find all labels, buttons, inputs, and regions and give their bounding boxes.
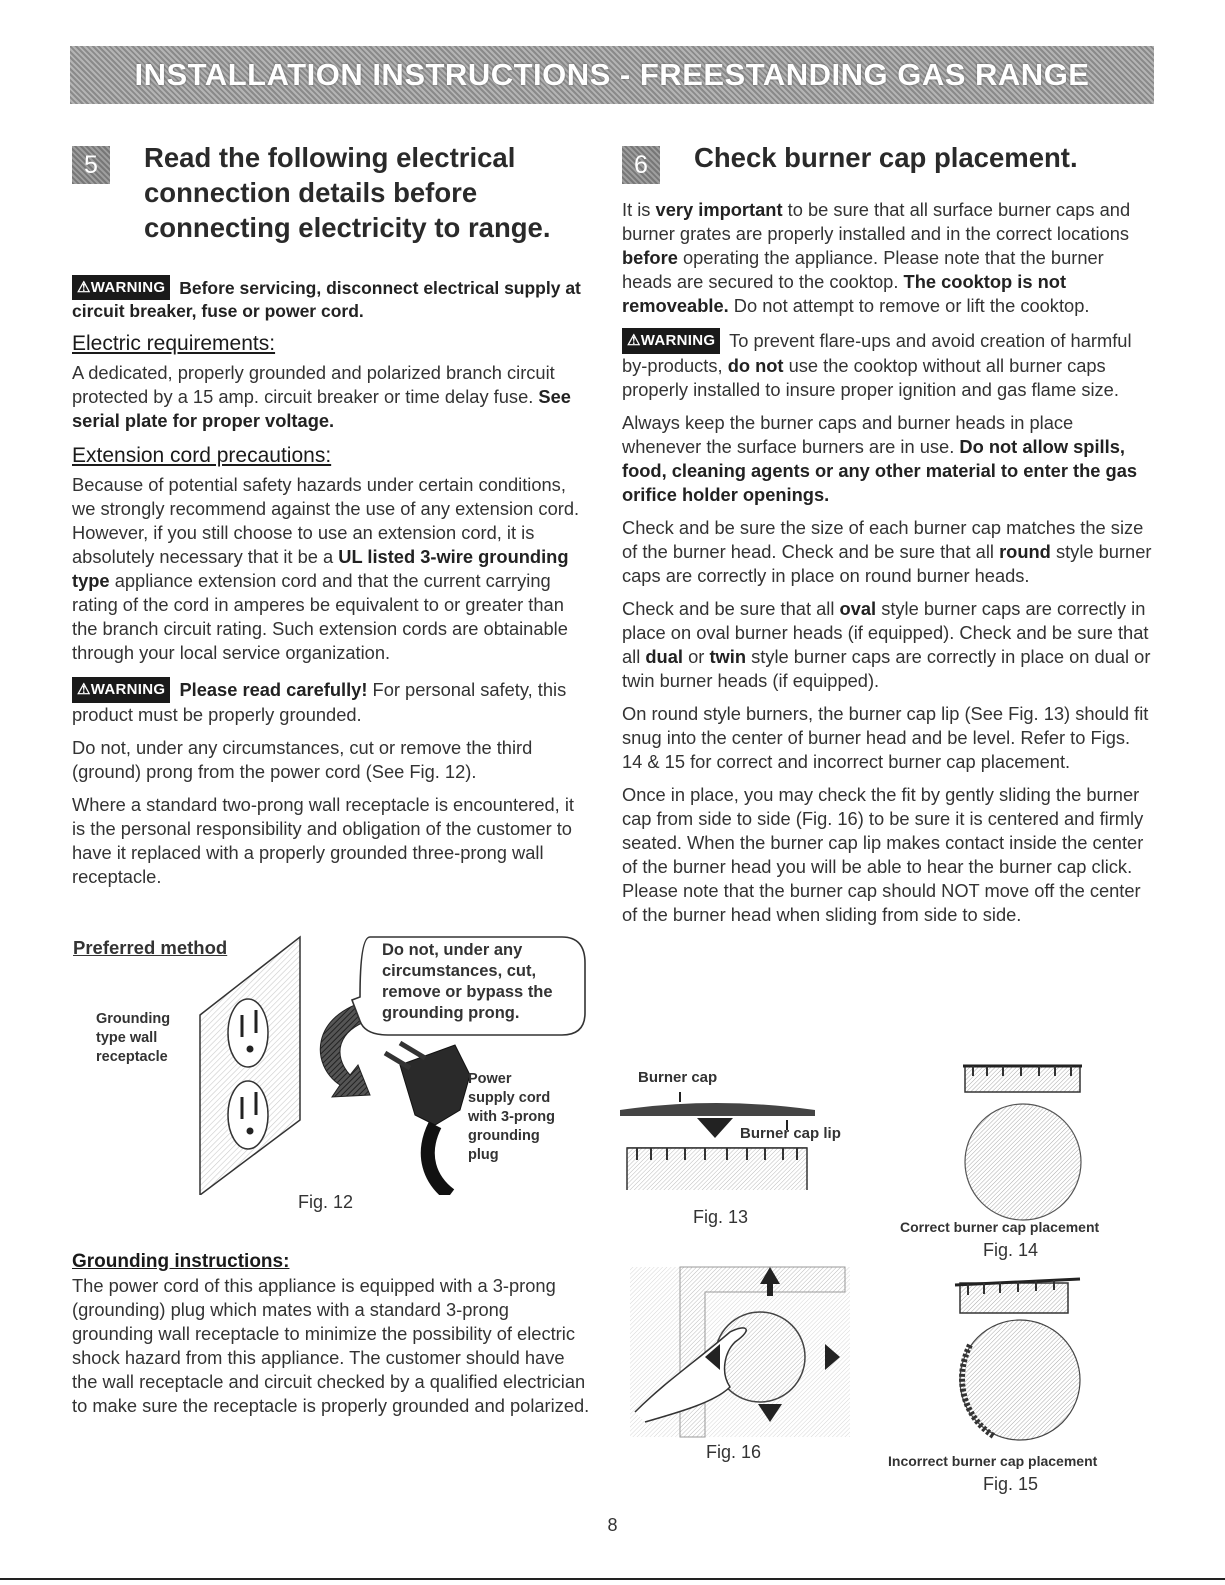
ext-text-a: Because of potential safety hazards under certain conditions, we strongly recommend against the use of any extension cord. However, if you still choose to use an extension cord, it is absolutely necessary that it be a bbox=[72, 474, 580, 567]
fig-14-caption: Fig. 14 bbox=[983, 1240, 1039, 1260]
ext-text-bold: UL listed 3-wire grounding type bbox=[72, 546, 569, 591]
round-lip-text: On round style burners, the burner cap lip (See Fig. 13) should fit snug into the center of burner head and be level. Refer to Figs. 14 & 15 for correct and incorrect burner cap placement. bbox=[622, 703, 1149, 772]
grounding-instructions-text: The power cord of this appliance is equipped with a 3-prong (grounding) plug which mates with a standard 3-prong grounding wall receptacle to minimize the possibility of electric shock hazard from this appliance. The customer should have the wall receptacle and circuit checked by a qualified electrician to make sure the receptacle is properly grounded and polarized. bbox=[72, 1275, 590, 1416]
figure-16-sliding-check bbox=[625, 1262, 855, 1447]
intro-e: Do not attempt to remove or lift the cooktop. bbox=[733, 295, 1090, 316]
warning-grounded bbox=[72, 677, 592, 727]
burner-cap-intro bbox=[622, 198, 1152, 318]
bubble-text: Do not, under any circumstances, cut, remove or bypass the grounding prong. bbox=[382, 941, 553, 1022]
step-6-title: Check burner cap placement. bbox=[694, 142, 1078, 173]
electric-requirements-heading: Electric requirements: bbox=[72, 332, 276, 355]
round-a: Check and be sure the size of each burner cap matches the size of the burner head. Check and be sure that all bbox=[622, 517, 1144, 562]
keep-caps-bold: Do not allow spills, food, cleaning agents or any other material to enter the gas orifice holder openings. bbox=[622, 436, 1138, 505]
warning-tag: ⚠WARNING bbox=[72, 275, 170, 300]
fig-13-caption: Fig. 13 bbox=[693, 1207, 749, 1227]
oval-c: or bbox=[688, 646, 705, 667]
intro-d: operating the appliance. Please note that the burner heads are secured to the cooktop. bbox=[622, 247, 1104, 292]
warning-disconnect bbox=[72, 275, 592, 323]
two-prong-text: Where a standard two-prong wall receptacle is encountered, it is the personal responsibility and obligation of the customer to have it replaced with a properly grounded three-prong wall receptacle. bbox=[72, 794, 574, 887]
receptacle-label: Grounding type wall receptacle bbox=[96, 1011, 171, 1065]
incorrect-placement-label: Incorrect burner cap placement bbox=[888, 1453, 1098, 1469]
cord-label: Power supply cord with 3-prong grounding plug bbox=[468, 1071, 555, 1163]
burner-cap-lip-label: Burner cap lip bbox=[740, 1125, 841, 1142]
fig-12-caption: Fig. 12 bbox=[298, 1192, 354, 1212]
fig-15-caption: Fig. 15 bbox=[983, 1474, 1039, 1494]
warn-b: use the cooktop without all burner caps properly installed to insure proper ignition and gas flame size. bbox=[622, 355, 1119, 400]
warning-flare-ups bbox=[622, 328, 1152, 402]
warn-bold: do not bbox=[727, 355, 784, 376]
warning-tag: ⚠WARNING bbox=[622, 328, 720, 354]
intro-c: to be sure that all surface burner caps and burner grates are properly installed and in the correct locations bbox=[622, 199, 1131, 244]
sliding-check-text: Once in place, you may check the fit by gently sliding the burner cap from side to side (Fig. 16) to be sure it is centered and firmly seated. When the burner cap lip makes contact inside the center of the burner head you will be able to hear the burner cap click. Please note that the burner cap should NOT move off the center of the burner head when sliding from side to side. bbox=[622, 784, 1144, 925]
step-6-column bbox=[622, 140, 1152, 927]
intro-bold-3: The cooktop is not removeable. bbox=[622, 271, 1067, 316]
intro-bold-2: before bbox=[622, 247, 678, 268]
twin-bold: twin bbox=[709, 646, 746, 667]
figure-15-incorrect-placement bbox=[940, 1275, 1090, 1445]
do-not-cut-text: Do not, under any circumstances, cut or remove the third (ground) prong from the power cord (See Fig. 12). bbox=[72, 737, 533, 782]
correct-placement-label: Correct burner cap placement bbox=[900, 1219, 1100, 1235]
preferred-method-label: Preferred method bbox=[73, 937, 228, 958]
keep-caps-text bbox=[622, 411, 1152, 507]
step-6-header bbox=[622, 140, 1152, 184]
warning-grounded-text: For personal safety, this product must be properly grounded. bbox=[72, 679, 567, 725]
step-5-header bbox=[72, 140, 592, 245]
intro-bold-1: very important bbox=[655, 199, 783, 220]
electric-text-bold: See serial plate for proper voltage. bbox=[72, 386, 571, 431]
oval-dual-caps-text bbox=[622, 597, 1152, 693]
fig-16-caption: Fig. 16 bbox=[706, 1442, 762, 1462]
intro-a: It is bbox=[622, 199, 651, 220]
dual-bold: dual bbox=[645, 646, 683, 667]
step-number-5: 5 bbox=[72, 146, 110, 184]
burner-cap-label: Burner cap bbox=[638, 1069, 718, 1086]
warning-disconnect-text: Before servicing, disconnect electrical supply at circuit breaker, fuse or power cord. bbox=[72, 278, 581, 321]
page-banner bbox=[70, 46, 1154, 104]
electric-requirements-text bbox=[72, 361, 592, 433]
oval-b: style burner caps are correctly in place on oval burner heads (if equipped). Check and be sure that all bbox=[622, 598, 1149, 667]
figure-12 bbox=[70, 925, 595, 1215]
round-bold: round bbox=[999, 541, 1051, 562]
round-caps-text bbox=[622, 516, 1152, 588]
electric-text: A dedicated, properly grounded and polarized branch circuit protected by a 15 amp. circuit breaker or time delay fuse. bbox=[72, 362, 555, 407]
page-number: 8 bbox=[607, 1515, 618, 1535]
warning-grounded-bold: Please read carefully! bbox=[179, 679, 368, 700]
figure-14-correct-placement bbox=[945, 1062, 1085, 1222]
warn-a: To prevent flare-ups and avoid creation of harmful by-products, bbox=[622, 330, 1132, 376]
step-number-6: 6 bbox=[622, 146, 660, 184]
ext-text-b: appliance extension cord and that the current carrying rating of the cord in amperes be equivalent to or greater than the branch circuit rating. Such extension cords are obtainable through your local service organization. bbox=[72, 570, 568, 663]
figure-13-burner-cross-section bbox=[615, 1090, 825, 1190]
bottom-border bbox=[0, 1578, 1225, 1580]
grounding-instructions-heading: Grounding instructions: bbox=[72, 1251, 290, 1272]
keep-caps-a: Always keep the burner caps and burner heads in place whenever the surface burners are in use. bbox=[622, 412, 1074, 457]
oval-a: Check and be sure that all bbox=[622, 598, 835, 619]
warning-tag: ⚠WARNING bbox=[72, 677, 170, 703]
round-b: style burner caps are correctly in place on round burner heads. bbox=[622, 541, 1152, 586]
step-5-title: Read the following electrical connection details before connecting electricity to range. bbox=[144, 142, 551, 243]
oval-bold: oval bbox=[839, 598, 877, 619]
oval-d: style burner caps are correctly in place on dual or twin burner heads (if equipped). bbox=[622, 646, 1151, 691]
banner-title: INSTALLATION INSTRUCTIONS - FREESTANDING GAS RANGE bbox=[134, 57, 1090, 92]
step-5-column bbox=[72, 140, 592, 889]
extension-cord-text bbox=[72, 473, 592, 665]
extension-cord-heading: Extension cord precautions: bbox=[72, 444, 332, 467]
